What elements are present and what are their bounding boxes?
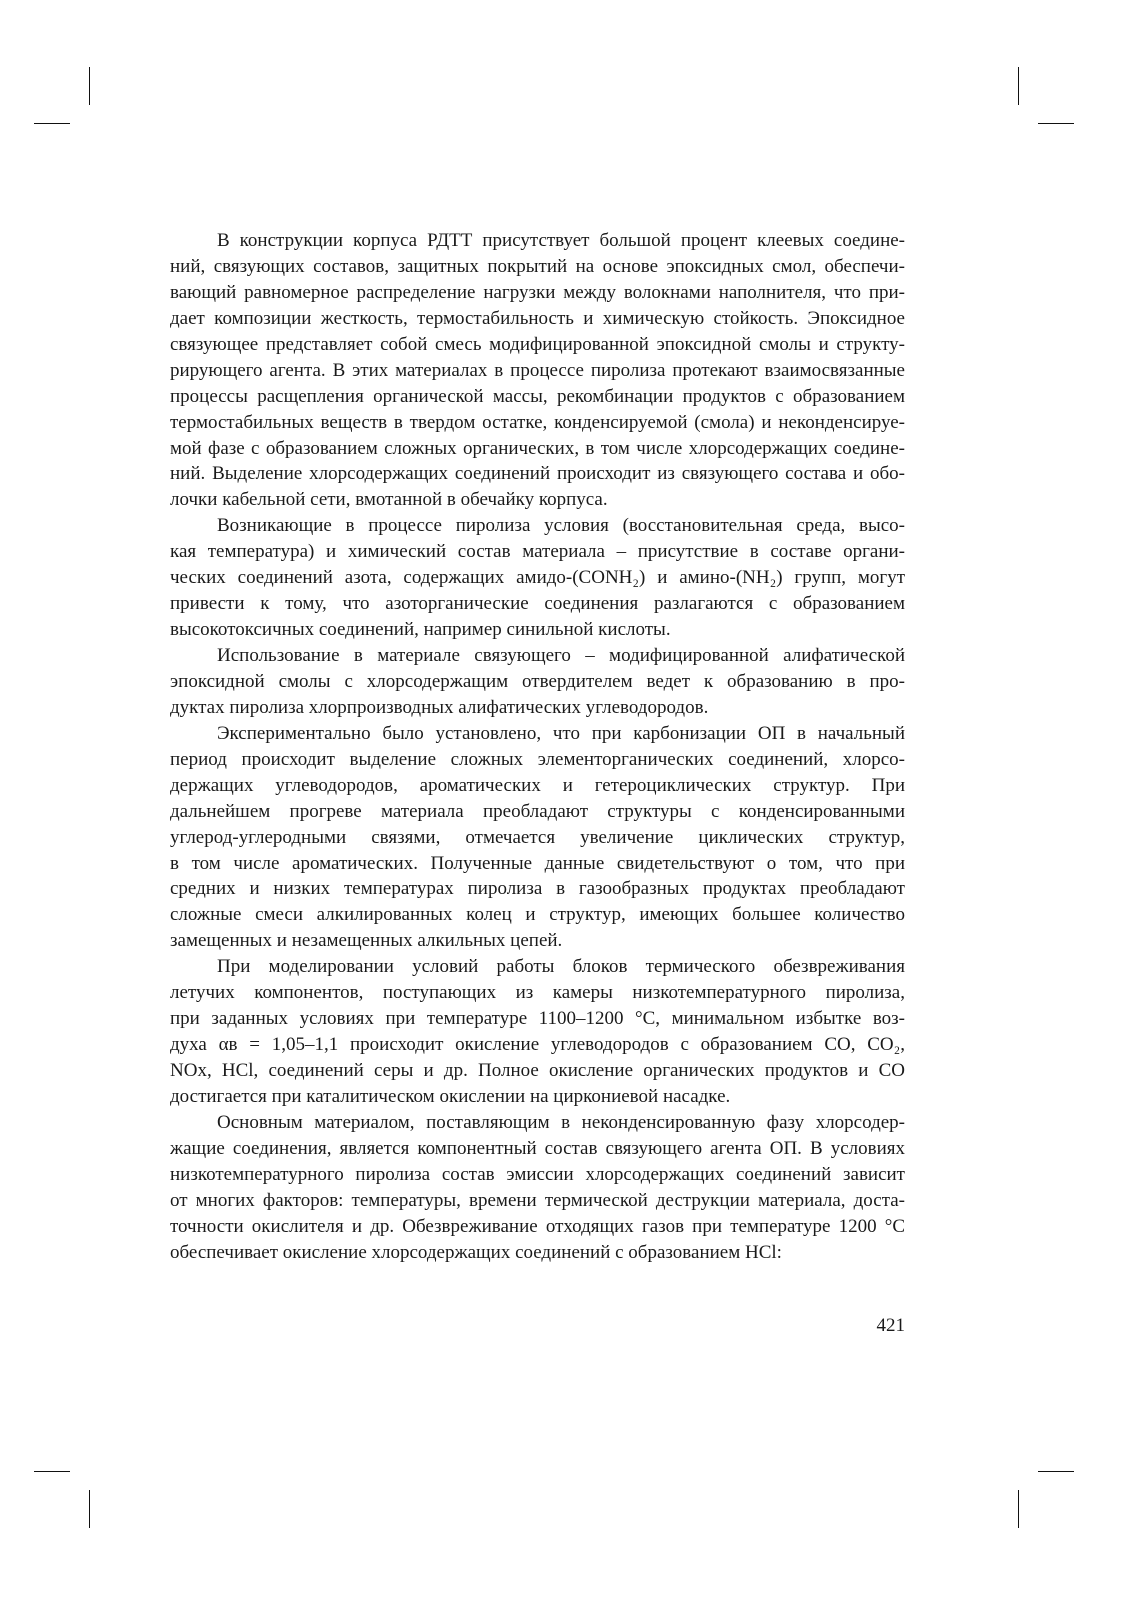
text-line: сложные смеси алкилированных колец и структур, имеющих большее количество xyxy=(170,904,905,926)
paragraph-1 xyxy=(170,228,905,513)
text-line: средних и низких температурах пиролиза в газообразных продуктах преобладают xyxy=(170,878,905,900)
text-line: NOx, HCl, соединений серы и др. Полное окисление органических продуктов и CO xyxy=(170,1060,905,1081)
text-line: процессы расщепления органической массы, рекомбинации продуктов с образованием xyxy=(170,385,905,407)
text-line: мой фазе с образованием сложных органических, в том числе хлорсодержащих соедине- xyxy=(170,437,905,459)
text-line: Экспериментально было установлено, что при карбонизации ОП в начальный xyxy=(217,722,905,744)
text-line: точности окислителя и др. Обезвреживание отходящих газов при температуре 1200 °С xyxy=(170,1215,905,1237)
text-line: духа αв = 1,05–1,1 происходит окисление углеводородов с образованием CO, CO₂, xyxy=(170,1034,905,1056)
text-line: дальнейшем прогреве материала преобладают структуры с конденсированными xyxy=(170,800,905,822)
text-line: При моделировании условий работы блоков термического обезвреживания xyxy=(217,956,905,978)
text-line: кая температура) и химический состав материала – присутствие в составе органи- xyxy=(170,541,905,563)
text-line: Основным материалом, поставляющим в неконденсированную фазу хлорсодер- xyxy=(217,1111,905,1133)
text-line: жащие соединения, является компонентный состав связующего агента ОП. В условиях xyxy=(170,1137,905,1159)
crop-mark-bottom-right-horizontal xyxy=(1038,1471,1074,1472)
text-line: связующее представляет собой смесь модифицированной эпоксидной смолы и структу- xyxy=(170,333,905,355)
crop-mark-top-left-horizontal xyxy=(34,123,70,124)
page-number: 421 xyxy=(876,1315,905,1336)
crop-mark-top-left-vertical xyxy=(89,67,90,105)
text-line: термостабильных веществ в твердом остатке, конденсируемой (смола) и неконденсируе- xyxy=(170,411,905,433)
text-line: дуктах пиролиза хлорпроизводных алифатических углеводородов. xyxy=(170,696,709,718)
paragraph-6 xyxy=(170,1110,905,1266)
text-line: Возникающие в процессе пиролиза условия (восстановительная среда, высо- xyxy=(217,515,905,537)
text-line: от многих факторов: температуры, времени термической деструкции материала, доста- xyxy=(170,1189,905,1211)
text-line: углерод-углеродными связями, отмечается увеличение циклических структур, xyxy=(170,826,905,848)
text-line: при заданных условиях при температуре 1100–1200 °С, минимальном избытке воз- xyxy=(170,1008,905,1030)
text-line: низкотемпературного пиролиза состав эмиссии хлорсодержащих соединений зависит xyxy=(170,1163,905,1185)
text-line: ний, связующих составов, защитных покрытий на основе эпоксидных смол, обеспечи- xyxy=(170,255,905,277)
page-body xyxy=(170,228,905,1266)
crop-mark-bottom-left-vertical xyxy=(89,1490,90,1528)
text-line: в том числе ароматических. Полученные данные свидетельствуют о том, что при xyxy=(170,852,905,874)
crop-mark-bottom-left-horizontal xyxy=(34,1471,70,1472)
text-line: лочки кабельной сети, вмотанной в обечайку корпуса. xyxy=(170,489,608,511)
paragraph-3 xyxy=(170,643,905,721)
text-line: достигается при каталитическом окислении на циркониевой насадке. xyxy=(170,1085,731,1107)
text-line: период происходит выделение сложных элементорганических соединений, хлорсо- xyxy=(170,748,905,770)
text-line: дает композиции жесткость, термостабильность и химическую стойкость. Эпоксидное xyxy=(170,307,905,329)
text-line: обеспечивает окисление хлорсодержащих соединений с образованием HCl: xyxy=(170,1241,782,1263)
text-line: держащих углеводородов, ароматических и гетероциклических структур. При xyxy=(170,774,905,796)
paragraph-4 xyxy=(170,721,905,954)
text-line: ческих соединений азота, содержащих амидо-(CONH₂) и амино-(NH₂) групп, могут xyxy=(170,567,905,589)
text-line: В конструкции корпуса РДТТ присутствует большой процент клеевых соедине- xyxy=(217,230,905,251)
text-line: привести к тому, что азоторганические соединения разлагаются с образованием xyxy=(170,593,905,615)
crop-mark-top-right-vertical xyxy=(1018,67,1019,105)
text-line: высокотоксичных соединений, например синильной кислоты. xyxy=(170,619,671,641)
text-line: ний. Выделение хлорсодержащих соединений происходит из связующего состава и обо- xyxy=(170,463,905,485)
text-line: замещенных и незамещенных алкильных цепей. xyxy=(170,930,563,952)
text-line: рирующего агента. В этих материалах в процессе пиролиза протекают взаимосвязанные xyxy=(170,359,905,381)
paragraph-2 xyxy=(170,513,905,643)
crop-mark-bottom-right-vertical xyxy=(1018,1490,1019,1528)
text-line: летучих компонентов, поступающих из камеры низкотемпературного пиролиза, xyxy=(170,982,905,1004)
text-line: эпоксидной смолы с хлорсодержащим отвердителем ведет к образованию в про- xyxy=(170,670,905,692)
paragraph-5 xyxy=(170,954,905,1110)
text-line: Использование в материале связующего – модифицированной алифатической xyxy=(217,645,905,666)
text-line: вающий равномерное распределение нагрузки между волокнами наполнителя, что при- xyxy=(170,281,905,303)
crop-mark-top-right-horizontal xyxy=(1038,123,1074,124)
